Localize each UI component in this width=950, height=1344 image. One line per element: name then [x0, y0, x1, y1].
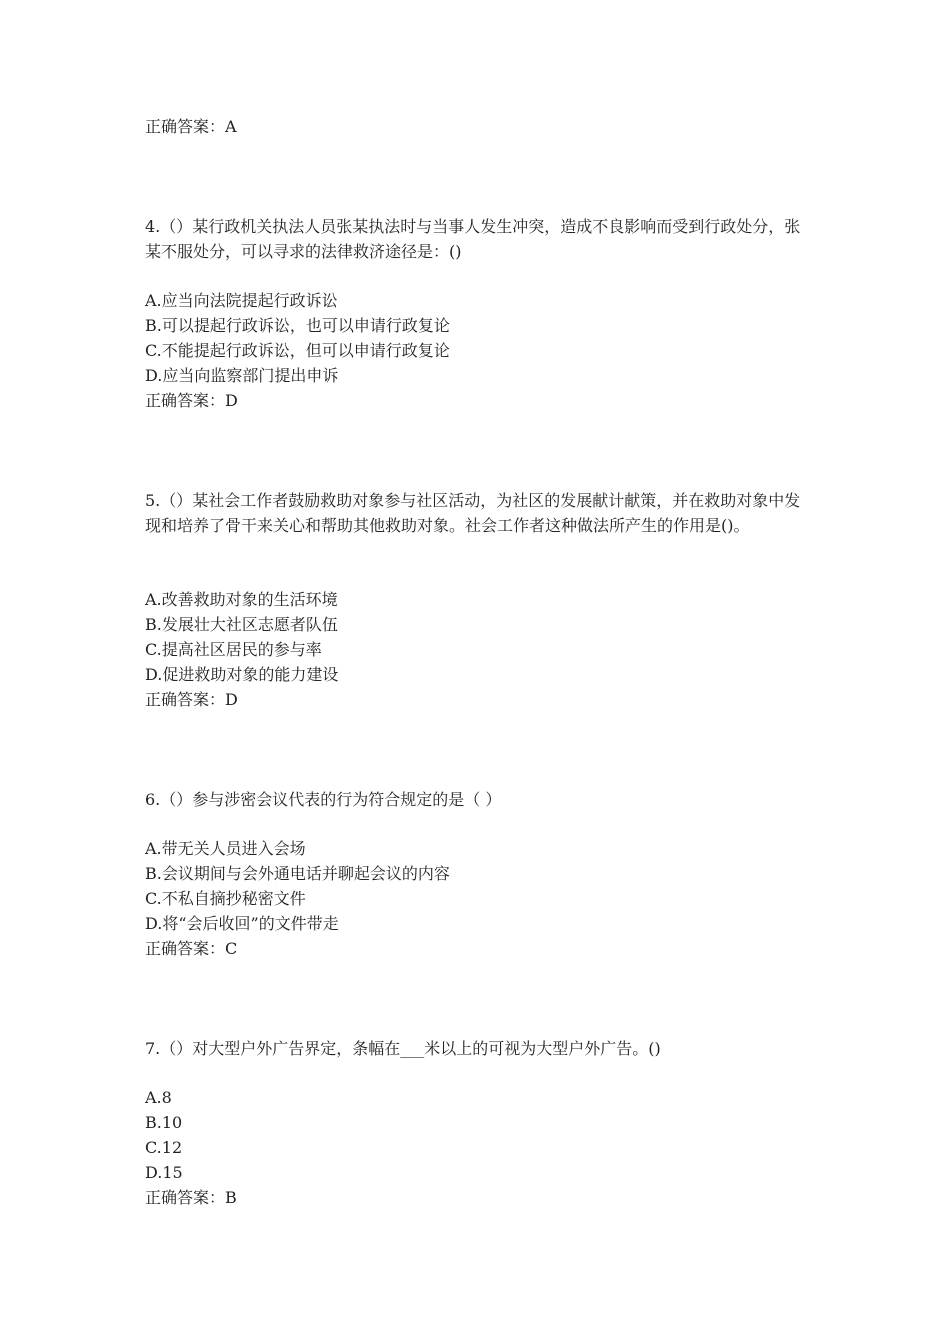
- q4-option-b: B.可以提起行政诉讼，也可以申请行政复论: [145, 316, 450, 335]
- q3-answer: 正确答案：A: [145, 117, 237, 136]
- q5-option-a: A.改善救助对象的生活环境: [145, 590, 338, 609]
- q5-option-b: B.发展壮大社区志愿者队伍: [145, 615, 338, 634]
- q5-answer: 正确答案：D: [145, 690, 238, 709]
- q6-option-d: D.将“会后收回”的文件带走: [145, 914, 339, 933]
- q4-answer: 正确答案：D: [145, 391, 238, 410]
- q5-option-d: D.促进救助对象的能力建设: [145, 665, 339, 684]
- q4-option-d: D.应当向监察部门提出申诉: [145, 366, 339, 385]
- q7-option-d: D.15: [145, 1163, 183, 1182]
- q6-option-b: B.会议期间与会外通电话并聊起会议的内容: [145, 864, 450, 883]
- q4-option-a: A.应当向法院提起行政诉讼: [145, 291, 338, 310]
- q5-stem: 5.（）某社会工作者鼓励救助对象参与社区活动，为社区的发展献计献策，并在救助对象中发现和培养了骨干来关心和帮助其他救助对象。社会工作者这种做法所产生的作用是()。: [145, 491, 801, 535]
- q7-answer: 正确答案：B: [145, 1188, 237, 1207]
- q7-option-c: C.12: [145, 1138, 183, 1157]
- q4-stem: 4.（）某行政机关执法人员张某执法时与当事人发生冲突，造成不良影响而受到行政处分，张某不服处分，可以寻求的法律救济途径是：(): [145, 217, 801, 261]
- q5-option-c: C.提高社区居民的参与率: [145, 640, 322, 659]
- q7-option-b: B.10: [145, 1113, 183, 1132]
- q6-stem: 6.（）参与涉密会议代表的行为符合规定的是（ ）: [145, 790, 502, 809]
- q4-option-c: C.不能提起行政诉讼，但可以申请行政复论: [145, 341, 450, 360]
- q6-option-c: C.不私自摘抄秘密文件: [145, 889, 306, 908]
- q6-option-a: A.带无关人员进入会场: [145, 839, 306, 858]
- q7-option-a: A.8: [145, 1088, 172, 1107]
- q7-stem: 7.（）对大型户外广告界定，条幅在___米以上的可视为大型户外广告。(): [145, 1039, 661, 1058]
- q6-answer: 正确答案：C: [145, 939, 238, 958]
